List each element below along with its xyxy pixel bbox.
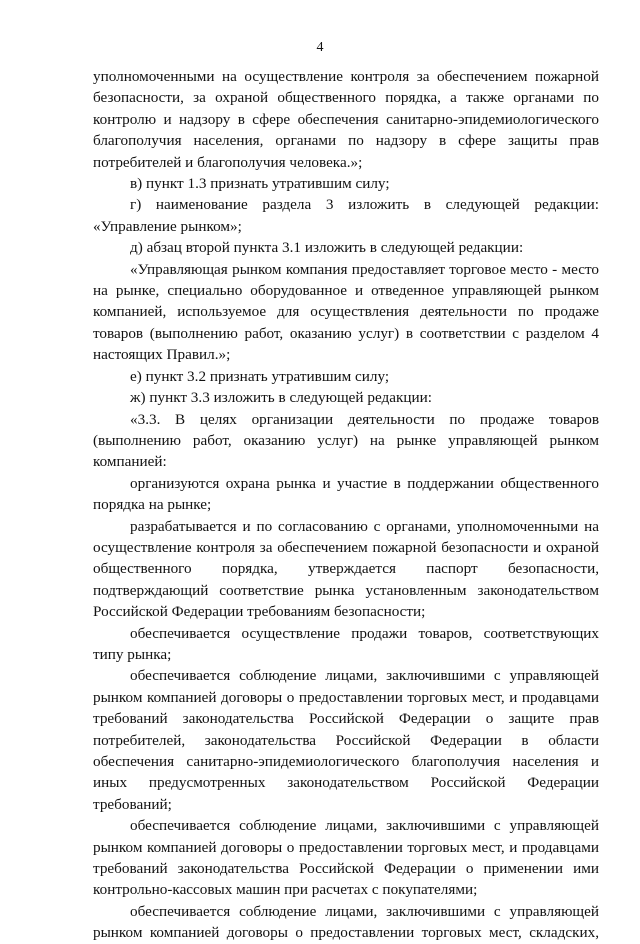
paragraph-market-type: обеспечивается осуществление продажи товаров, соответствующих типу рынка; <box>93 624 599 663</box>
page-number: 4 <box>316 40 324 55</box>
paragraph-quote-3-3: «3.3. В целях организации деятельности по продаже товаров (выполнению работ, оказанию услуг) на рынке управляющей рынком компанией: <box>93 410 599 471</box>
paragraph-item-zh: ж) пункт 3.3 изложить в следующей редакции: <box>130 389 432 407</box>
paragraph-security: организуются охрана рынка и участие в поддержании общественного порядка на рынке; <box>93 474 599 514</box>
paragraph-item-g: г) наименование раздела 3 изложить в следующей редакции: «Управление рынком»; <box>93 196 599 235</box>
paragraph-item-v: в) пункт 1.3 признать утратившим силу; <box>130 175 390 193</box>
document-body <box>93 66 599 944</box>
paragraph-item-d: д) абзац второй пункта 3.1 изложить в следующей редакции: <box>130 239 524 257</box>
paragraph-cash-registers: обеспечивается соблюдение лицами, заключившими с управляющей рынком компанией договоры о предоставлении торговых мест, и продавцами требований законодательства Российской Федерации о применении ими контрольно-кассовых машин при расчетах с покупателями; <box>93 817 599 899</box>
paragraph-consumer-rights: обеспечивается соблюдение лицами, заключившими с управляющей рынком компанией договоры о предоставлении торговых мест, и продавцами требований законодательства Российской Федерации о защите прав потребителей, законодательства Российской Федерации в области обеспечения санитарно-эпидемиологического благополучия населения и иных предусмотренных законодательством Российской Федерации требований; <box>93 667 599 813</box>
paragraph-quote-3-1: «Управляющая рынком компания предоставляет торговое место - место на рынке, специально оборудованное и отведенное управляющей рынком компанией, используемое для осуществления деятельности по продаже товаров (выполнению работ, оказанию услуг) в соответствии с разделом 4 настоящих Правил.»; <box>93 260 599 364</box>
paragraph-item-e: е) пункт 3.2 признать утратившим силу; <box>130 367 390 385</box>
paragraph-continuation: уполномоченными на осуществление контроля за обеспечением пожарной безопасности, за охраной общественного порядка, а также органами по контролю и надзору в сфере обеспечения санитарно-эпидемиологического благополучия населения, органами по надзору в сфере защиты прав потребителей и благополучия человека.»; <box>93 68 599 171</box>
paragraph-trade-places: обеспечивается соблюдение лицами, заключившими с управляющей рынком компанией договоры о предоставлении торговых мест, складских, <box>93 902 599 942</box>
paragraph-safety-passport: разрабатывается и по согласованию с органами, уполномоченными на осуществление контроля за обеспечением пожарной безопасности и охраной общественного порядка, утверждается паспорт безопасности, подтверждающий соответствие рынка установленным законодательством Российской Федерации требованиям безопасности; <box>93 517 599 621</box>
